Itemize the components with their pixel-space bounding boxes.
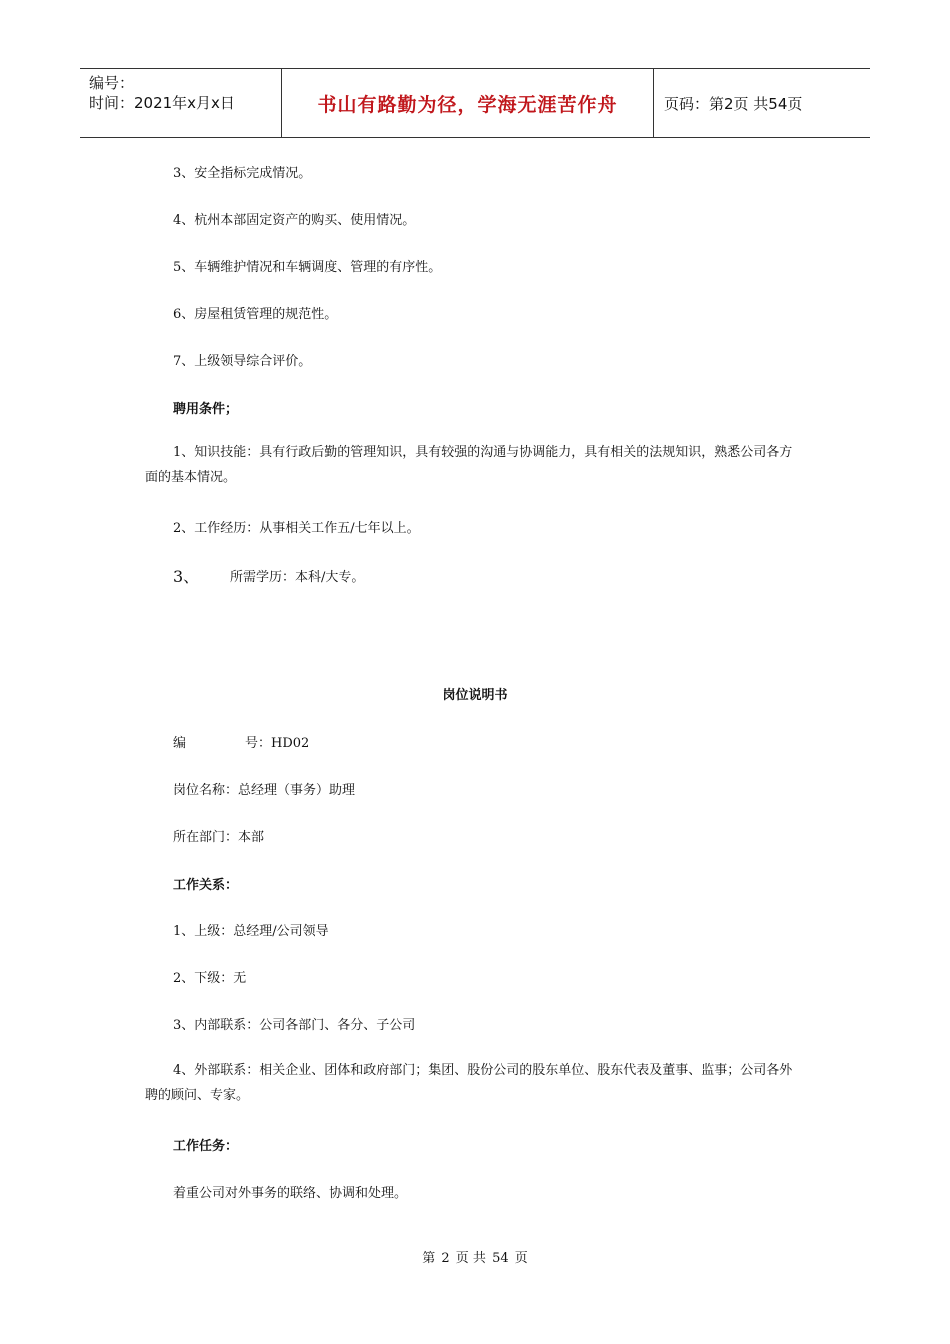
hire-condition-3-number: 3、 — [173, 567, 200, 586]
code-label: 编号： — [89, 74, 135, 92]
relation-internal: 3、内部联系：公司各部门、各分、子公司 — [173, 1018, 416, 1033]
page-header — [80, 68, 870, 138]
time-label: 时间：2021年x月x日 — [89, 94, 235, 112]
page-label: 页码：第2页 共54页 — [664, 94, 803, 113]
hire-condition-3: 所需学历：本科/大专。 — [230, 570, 365, 585]
hire-condition-2: 2、工作经历：从事相关工作五/七年以上。 — [173, 521, 420, 536]
header-meta — [80, 69, 282, 137]
assessment-item-6: 6、房屋租赁管理的规范性。 — [173, 307, 338, 322]
footer-total-pages: 54 — [492, 1251, 509, 1266]
task-item: 着重公司对外事务的联络、协调和处理。 — [173, 1186, 408, 1201]
footer-mid: 页 共 — [455, 1251, 486, 1266]
hire-conditions-heading: 聘用条件； — [173, 402, 239, 417]
relation-superior: 1、上级：总经理/公司领导 — [173, 924, 329, 939]
assessment-item-4: 4、杭州本部固定资产的购买、使用情况。 — [173, 213, 416, 228]
footer-suffix: 页 — [514, 1251, 528, 1266]
header-page-cell — [654, 69, 870, 137]
relation-external: 4、外部联系：相关企业、团体和政府部门；集团、股份公司的股东单位、股东代表及董事、监事；公司各外聘的顾问、专家。 — [145, 1063, 793, 1103]
job-position: 岗位名称：总经理（事务）助理 — [173, 783, 356, 798]
job-code-value: 号：HD02 — [245, 736, 310, 751]
footer-page-number: 2 — [441, 1251, 450, 1266]
job-code-label: 编 — [173, 736, 187, 751]
motto: 书山有路勤为径，学海无涯苦作舟 — [317, 93, 618, 116]
relation-subordinate: 2、下级：无 — [173, 971, 247, 986]
assessment-item-5: 5、车辆维护情况和车辆调度、管理的有序性。 — [173, 260, 442, 275]
hire-condition-1: 1、知识技能：具有行政后勤的管理知识，具有较强的沟通与协调能力，具有相关的法规知识，熟悉公司各方面的基本情况。 — [145, 445, 793, 485]
relations-heading: 工作关系： — [173, 878, 239, 893]
job-department: 所在部门：本部 — [173, 830, 265, 845]
assessment-item-3: 3、安全指标完成情况。 — [173, 166, 312, 181]
page-footer — [0, 1247, 950, 1266]
footer-prefix: 第 — [422, 1251, 436, 1266]
assessment-item-7: 7、上级领导综合评价。 — [173, 354, 312, 369]
tasks-heading: 工作任务： — [173, 1139, 239, 1154]
header-motto-cell — [282, 69, 654, 137]
job-desc-title: 岗位说明书 — [442, 688, 508, 703]
